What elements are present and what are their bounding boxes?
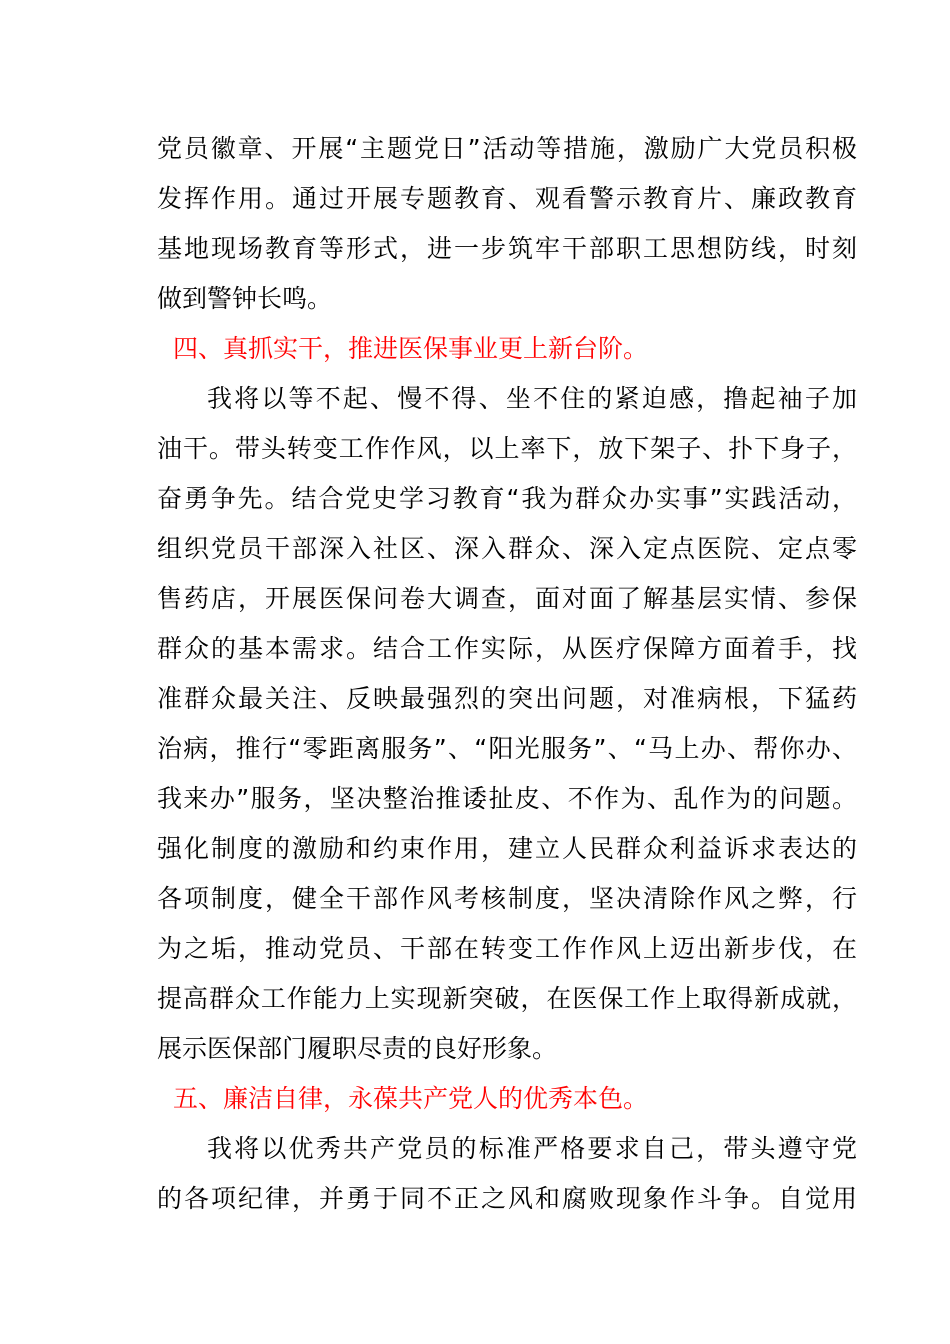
body-text-line: 组织党员干部深入社区、深入群众、深入定点医院、定点零 (157, 534, 857, 563)
body-text-line: 油干。带头转变工作作风，以上率下，放下架子、扑下身子， (157, 434, 857, 463)
body-text-line: 提高群众工作能力上实现新突破，在医保工作上取得新成就， (157, 984, 857, 1013)
body-text-line: 基地现场教育等形式，进一步筑牢干部职工思想防线，时刻 (157, 234, 857, 263)
body-text-line: 奋勇争先。结合党史学习教育“我为群众办实事”实践活动， (157, 484, 857, 513)
section-heading-4: 四、真抓实干，推进医保事业更上新台阶。 (173, 334, 649, 363)
body-text-line: 我将以优秀共产党员的标准严格要求自己，带头遵守党 (207, 1134, 857, 1163)
body-text-line: 我来办”服务，坚决整治推诿扯皮、不作为、乱作为的问题。 (157, 784, 857, 813)
body-text-line: 治病，推行“零距离服务”、“阳光服务”、“马上办、帮你办、 (157, 734, 857, 763)
body-text-line: 党员徽章、开展“主题党日”活动等措施，激励广大党员积极 (157, 134, 857, 163)
body-text-line: 我将以等不起、慢不得、坐不住的紧迫感，撸起袖子加 (207, 384, 857, 413)
document-body (157, 124, 857, 1224)
body-text-line: 展示医保部门履职尽责的良好形象。 (157, 1034, 558, 1063)
body-text-line: 发挥作用。通过开展专题教育、观看警示教育片、廉政教育 (157, 184, 857, 213)
body-text-line: 做到警钟长鸣。 (157, 284, 333, 313)
body-text-line: 为之垢，推动党员、干部在转变工作作风上迈出新步伐，在 (157, 934, 857, 963)
body-text-line: 的各项纪律，并勇于同不正之风和腐败现象作斗争。自觉用 (157, 1184, 857, 1213)
body-text-line: 准群众最关注、反映最强烈的突出问题，对准病根，下猛药 (157, 684, 857, 713)
body-text-line: 各项制度，健全干部作风考核制度，坚决清除作风之弊，行 (157, 884, 857, 913)
section-heading-5: 五、廉洁自律，永葆共产党人的优秀本色。 (173, 1084, 649, 1113)
body-text-line: 群众的基本需求。结合工作实际，从医疗保障方面着手，找 (157, 634, 857, 663)
body-text-line: 售药店，开展医保问卷大调查，面对面了解基层实情、参保 (157, 584, 857, 613)
body-text-line: 强化制度的激励和约束作用，建立人民群众利益诉求表达的 (157, 834, 857, 863)
